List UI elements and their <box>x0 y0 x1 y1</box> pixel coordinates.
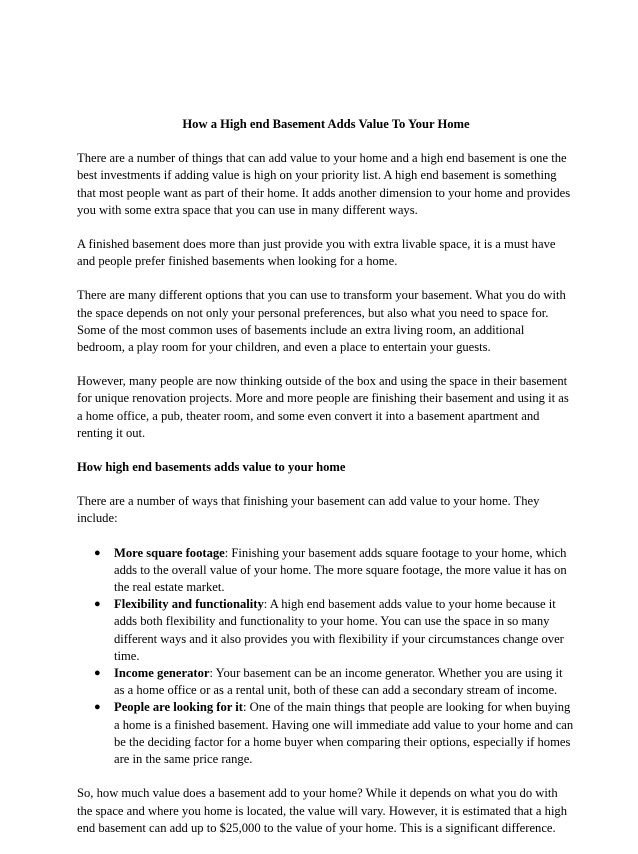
list-item <box>94 545 575 597</box>
paragraph-ways-intro: There are a number of ways that finishing your basement can add value to your home. They include: <box>77 494 540 526</box>
bullet-icon: ● <box>94 701 101 714</box>
paragraph-options: There are many different options that you can use to transform your basement. What you do with the space depends on not only your personal preferences, but also what you need to space for. Some of the most common uses of basements include an extra living room, an additional bedroom, a play room for your children, and even a place to entertain your guests. <box>77 288 566 355</box>
bullet-icon: ● <box>94 598 101 611</box>
list-item <box>94 699 575 768</box>
document-title: How a High end Basement Adds Value To Your Home <box>182 117 470 131</box>
list-item <box>94 596 575 665</box>
paragraph-finished-basement: A finished basement does more than just provide you with extra livable space, it is a must have and people prefer finished basements when looking for a home. <box>77 237 556 269</box>
bullet-icon: ● <box>94 667 101 680</box>
list-item-term: More square footage <box>114 545 225 560</box>
paragraph-intro: There are a number of things that can add value to your home and a high end basement is one the best investments if adding value is high on your priority list. A high end basement is something that most people want as part of their home. It adds another dimension to your home and provides you with some extra space that you can use in many different ways. <box>77 151 571 217</box>
paragraph-closing: So, how much value does a basement add to your home? While it depends on what you do with the space and where you home is located, the value will vary. However, it is estimated that a high end basement can add up to $25,000 to the value of your home. This is a significant difference. <box>77 786 568 835</box>
list-item-text: : One of the main things that people are looking for when buying a home is a finished basement. Having one will immediate add value to your home and can be the deciding factor for a home buyer when comparing their options, especially if homes are in the same price range. <box>114 700 574 767</box>
list-item-text: : Your basement can be an income generator. Whether you are using it as a home office or as a rental unit, both of these can add a secondary stream of income. <box>114 666 563 698</box>
list-item <box>94 665 575 699</box>
list-item-term: People are looking for it <box>114 700 243 715</box>
section-heading: How high end basements adds value to your home <box>77 460 346 475</box>
paragraph-unique-projects: However, many people are now thinking outside of the box and using the space in their basement for unique renovation projects. More and more people are finishing their basement and using it as a home office, a pub, theater room, and some even convert it into a basement apartment and renting it out. <box>77 374 569 440</box>
list-item-term: Flexibility and functionality <box>114 597 264 612</box>
list-item-text: : A high end basement adds value to your home because it adds both flexibility and functionality to your home. You can use the space in so many different ways and it also provides you with flexibility if your circumstances change over time. <box>114 597 564 663</box>
document-page <box>77 116 575 854</box>
bullet-icon: ● <box>94 546 101 559</box>
list-item-text: : Finishing your basement adds square footage to your home, which adds to the overall value of your home. The more square footage, the more value it has on the real estate market. <box>114 545 567 595</box>
list-item-term: Income generator <box>114 666 210 681</box>
benefits-list <box>77 545 575 769</box>
